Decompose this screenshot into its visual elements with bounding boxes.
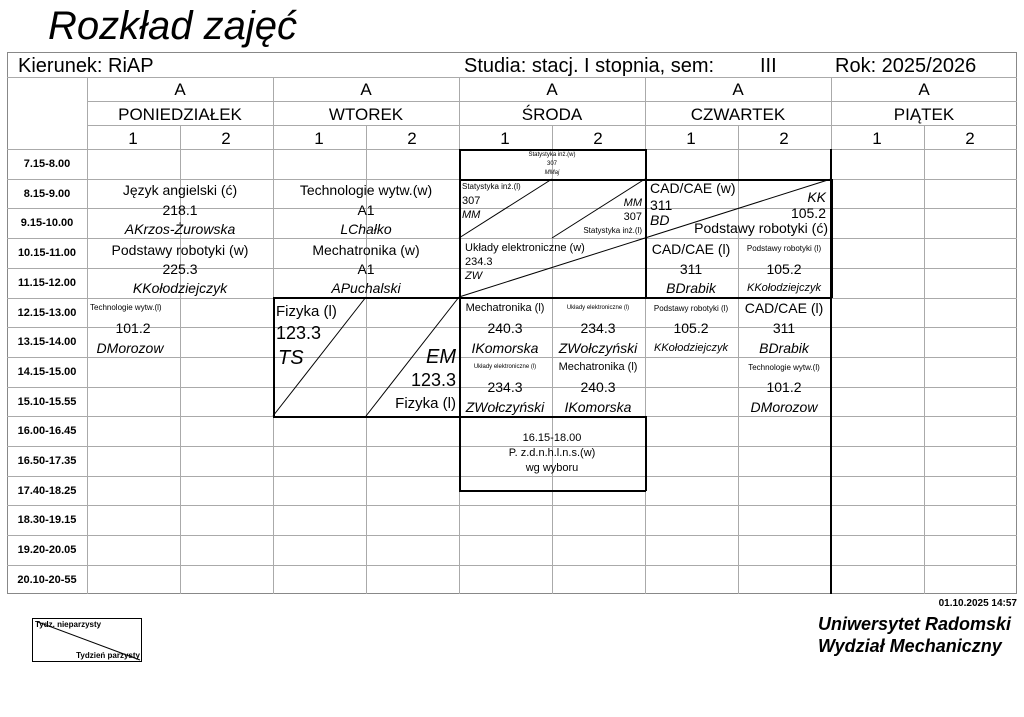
time-slot-label: 15.10-15.55 xyxy=(17,396,77,408)
time-slot-label: 11.15-12.00 xyxy=(17,277,77,289)
time-slot-label: 16.50-17.35 xyxy=(17,455,77,467)
print-timestamp: 01.10.2025 14:57 xyxy=(938,598,1017,609)
class-room: 234.3 xyxy=(465,256,493,268)
class-teacher: KKołodziejczyk xyxy=(654,342,728,354)
class-subject: Mechatronika (w) xyxy=(312,242,420,258)
subgroup: 2 xyxy=(221,129,231,148)
class-room: 225.3 xyxy=(162,261,198,277)
class-teacher: TS xyxy=(278,347,304,369)
subgroup: 2 xyxy=(407,129,417,148)
day-thursday: CZWARTEK xyxy=(690,105,786,124)
class-teacher: EM xyxy=(426,346,456,368)
class-room: 105.2 xyxy=(673,320,709,336)
subgroup: 1 xyxy=(872,129,882,148)
study-type: Studia: stacj. I stopnia, sem: xyxy=(464,55,715,77)
class-teacher: BDrabik xyxy=(666,280,716,296)
class-room: A1 xyxy=(357,202,375,218)
subgroup: 2 xyxy=(965,129,975,148)
class-room: 101.2 xyxy=(766,379,802,395)
class-teacher: KK xyxy=(807,189,826,205)
class-room: 311 xyxy=(650,197,673,213)
class-room: 105.2 xyxy=(790,205,826,221)
page-title: Rozkład zajęć xyxy=(48,4,298,48)
class-subject: Technologie wytw.(w) xyxy=(299,182,433,198)
class-teacher: IKomorska xyxy=(471,340,539,356)
class-room: 234.3 xyxy=(487,379,523,395)
class-subject: Język angielski (ć) xyxy=(122,182,238,198)
class-teacher: BD xyxy=(650,212,670,228)
class-teacher: AKrzos-Żurowska xyxy=(124,221,236,237)
class-teacher: MM xyxy=(462,209,481,221)
class-room: 240.3 xyxy=(487,320,523,336)
class-teacher: MM xyxy=(623,197,642,209)
class-teacher: DMorozow xyxy=(750,399,818,415)
class-subject: CAD/CAE (l) xyxy=(744,300,824,316)
class-teacher: ZWołczyński xyxy=(465,399,545,415)
class-subject: Statystyka inż.(l) xyxy=(583,226,642,235)
class-time: 16.15-18.00 xyxy=(522,432,582,444)
class-subject: Podstawy robotyki (l) xyxy=(653,304,729,313)
group-label: A xyxy=(360,80,372,99)
class-subject: Układy elektroniczne (w) xyxy=(465,242,585,254)
time-slot-label: 13.15-14.00 xyxy=(17,336,77,348)
class-room: 105.2 xyxy=(766,261,802,277)
class-room: 311 xyxy=(772,320,796,336)
class-note: wg wyboru xyxy=(525,462,579,474)
class-room: 307 xyxy=(546,161,558,167)
class-subject: Układy elektroniczne (l) xyxy=(473,364,537,370)
class-teacher: ZWołczyński xyxy=(558,340,638,356)
class-subject: Podstawy robotyki (l) xyxy=(746,244,822,253)
class-teacher: ZW xyxy=(465,270,483,282)
class-teacher: KKołodziejczyk xyxy=(132,280,228,296)
group-label: A xyxy=(174,80,186,99)
class-subject: CAD/CAE (w) xyxy=(650,180,736,196)
class-subject: Układy elektroniczne (l) xyxy=(566,305,630,311)
class-teacher: LChałko xyxy=(340,221,392,237)
academic-year: Rok: 2025/2026 xyxy=(835,55,977,77)
class-teacher: BDrabik xyxy=(759,340,809,356)
day-wednesday: ŚRODA xyxy=(521,105,583,124)
class-subject: Fizyka (l) xyxy=(395,395,456,412)
field-of-study: Kierunek: RiAP xyxy=(18,55,154,77)
faculty-name: Wydział Mechaniczny xyxy=(818,636,1002,656)
time-slot-label: 10.15-11.00 xyxy=(17,247,77,259)
class-subject: Technologie wytw.(l) xyxy=(90,303,162,312)
class-subject: Mechatronika (l) xyxy=(558,361,638,373)
time-slot-label: 9.15-10.00 xyxy=(20,217,74,229)
time-slot-label: 7.15-8.00 xyxy=(23,158,71,170)
class-subject: Technologie wytw.(l) xyxy=(748,363,820,372)
day-monday: PONIEDZIAŁEK xyxy=(118,105,242,124)
subgroup: 1 xyxy=(128,129,138,148)
class-room: 311 xyxy=(679,261,703,277)
class-room: 123.3 xyxy=(410,370,456,390)
time-slot-label: 18.30-19.15 xyxy=(17,514,77,526)
group-label: A xyxy=(732,80,744,99)
time-slot-label: 8.15-9.00 xyxy=(23,188,71,200)
group-label: A xyxy=(546,80,558,99)
university-name: Uniwersytet Radomski xyxy=(818,614,1012,634)
class-subject: Podstawy robotyki (ć) xyxy=(694,220,828,236)
class-room: 101.2 xyxy=(115,320,151,336)
subgroup: 2 xyxy=(593,129,603,148)
class-room: 307 xyxy=(623,211,642,223)
subgroup: 1 xyxy=(500,129,510,148)
class-subject: Fizyka (l) xyxy=(276,303,337,320)
class-subject: P. z.d.n.h.l.n.s.(w) xyxy=(508,447,596,459)
time-slot-label: 14.15-15.00 xyxy=(17,366,77,378)
class-subject: Statystyka inż.(w) xyxy=(528,152,576,158)
time-slot-label: 20.10-20-55 xyxy=(17,574,77,586)
class-teacher: IKomorska xyxy=(564,399,632,415)
day-friday: PIĄTEK xyxy=(893,105,955,124)
class-teacher: MMaj xyxy=(544,170,560,176)
class-subject: CAD/CAE (l) xyxy=(651,241,731,257)
day-tuesday: WTOREK xyxy=(328,105,404,124)
class-room: 234.3 xyxy=(580,320,616,336)
class-room: 307 xyxy=(462,195,481,207)
class-room: A1 xyxy=(357,261,375,277)
subgroup: 1 xyxy=(686,129,696,148)
class-subject: Statystyka inż.(l) xyxy=(462,182,521,191)
class-teacher: DMorozow xyxy=(96,340,164,356)
time-slot-label: 19.20-20.05 xyxy=(17,544,77,556)
class-subject: Mechatronika (l) xyxy=(465,302,545,314)
class-room: 240.3 xyxy=(580,379,616,395)
time-slot-label: 12.15-13.00 xyxy=(17,307,77,319)
semester: III xyxy=(760,55,777,77)
class-teacher: APuchalski xyxy=(331,280,401,296)
group-label: A xyxy=(918,80,930,99)
subgroup: 2 xyxy=(779,129,789,148)
legend-even-week: Tydzień parzysty xyxy=(76,651,140,660)
class-teacher: KKołodziejczyk xyxy=(747,282,821,294)
time-slot-label: 17.40-18.25 xyxy=(17,485,77,497)
class-room: 123.3 xyxy=(276,323,322,343)
time-slot-label: 16.00-16.45 xyxy=(17,425,77,437)
class-subject: Podstawy robotyki (w) xyxy=(111,242,249,258)
class-room: 218.1 xyxy=(162,202,198,218)
legend-odd-week: Tydz. nieparzysty xyxy=(35,620,102,629)
subgroup: 1 xyxy=(314,129,324,148)
